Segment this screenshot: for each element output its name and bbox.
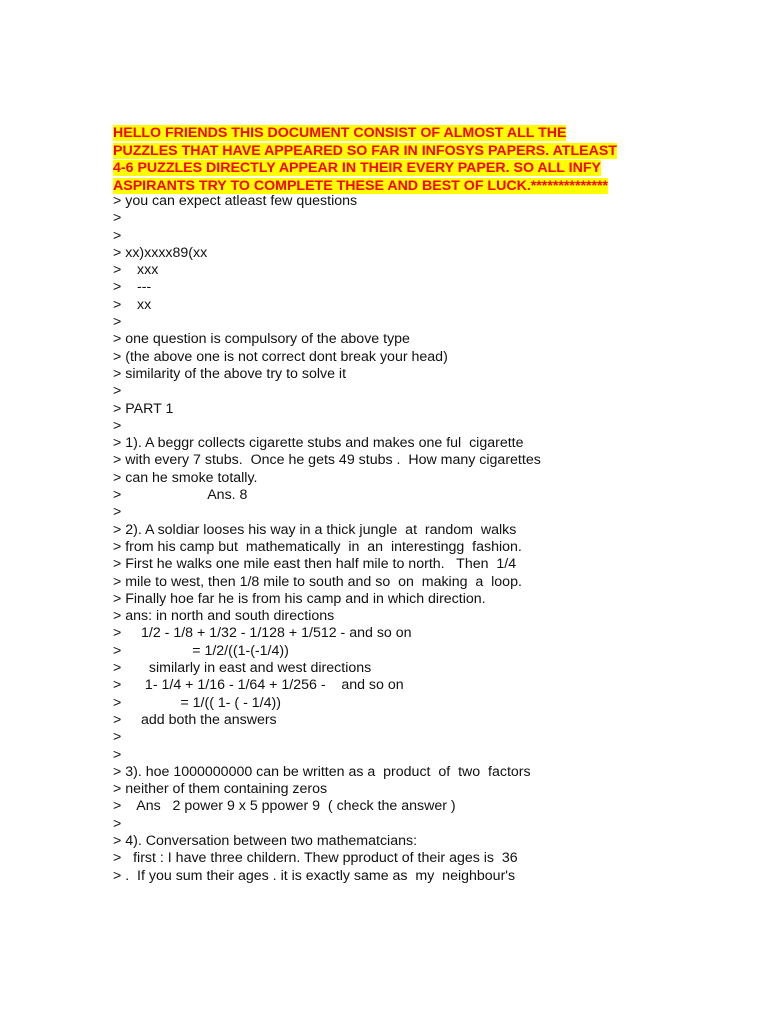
text-line: > Ans 2 power 9 x 5 ppower 9 ( check the answer ) [113,798,456,815]
text-line: > = 1/(( 1- ( - 1/4)) [113,694,281,711]
text-line: > with every 7 stubs. Once he gets 49 stubs . How many cigarettes [113,452,541,469]
text-line: > 1/2 - 1/8 + 1/32 - 1/128 + 1/512 - and so on [113,625,412,642]
text-line: > PART 1 [113,400,174,417]
text-line: > 1). A beggr collects cigarette stubs and makes one ful cigarette [113,435,524,452]
text-line: > [113,227,122,244]
text-line: > neither of them containing zeros [113,781,328,798]
text-line: > First he walks one mile east then half mile to north. Then 1/4 [113,556,517,573]
text-line: > [113,815,122,832]
text-line: > ans: in north and south directions [113,608,335,625]
text-line: > xx)xxxx89(xx [113,244,208,261]
text-line: > xxx [113,262,159,279]
text-line: > 4). Conversation between two mathematcians: [113,832,418,849]
text-line: > add both the answers [113,711,277,728]
heading-line: ASPIRANTS TRY TO COMPLETE THESE AND BEST OF LUCK.************** [113,177,609,194]
text-line: > --- [113,279,152,296]
text-line: > = 1/2/((1-(-1/4)) [113,642,289,659]
document-body [113,193,541,885]
heading-line: PUZZLES THAT HAVE APPEARED SO FAR IN INFOSYS PAPERS. ATLEAST [113,142,617,159]
text-line: > . If you sum their ages . it is exactly same as my neighbour's [113,867,516,884]
text-line: > similarly in east and west directions [113,660,372,677]
text-line: > 2). A soldiar looses his way in a thick jungle at random walks [113,521,517,538]
text-line: > mile to west, then 1/8 mile to south and so on making a loop. [113,573,522,590]
text-line: > 1- 1/4 + 1/16 - 1/64 + 1/256 - and so on [113,677,404,694]
text-line: > you can expect atleast few questions [113,193,358,209]
text-line: > [113,729,122,746]
text-line: > xx [113,296,152,313]
heading-line: 4-6 PUZZLES DIRECTLY APPEAR IN THEIR EVERY PAPER. SO ALL INFY [113,160,601,176]
heading-line: HELLO FRIENDS THIS DOCUMENT CONSIST OF ALMOST ALL THE [113,125,567,141]
text-line: > one question is compulsory of the above type [113,331,410,348]
text-line: > [113,417,122,434]
text-line: > can he smoke totally. [113,469,258,486]
text-line: > [113,383,122,400]
text-line: > [113,210,122,227]
text-line: > [113,504,122,521]
text-line: > first : I have three childern. Thew pproduct of their ages is 36 [113,850,518,867]
text-line: > from his camp but mathematically in an interestingg fashion. [113,538,522,555]
text-line: > [113,746,122,763]
text-line: > [113,314,122,331]
text-line: > Finally hoe far he is from his camp and in which direction. [113,590,486,607]
text-line: > Ans. 8 [113,487,248,504]
text-line: > similarity of the above try to solve it [113,365,347,382]
text-line: > (the above one is not correct dont break your head) [113,348,448,365]
text-line: > 3). hoe 1000000000 can be written as a product of two factors [113,763,531,780]
document-heading [113,125,617,195]
